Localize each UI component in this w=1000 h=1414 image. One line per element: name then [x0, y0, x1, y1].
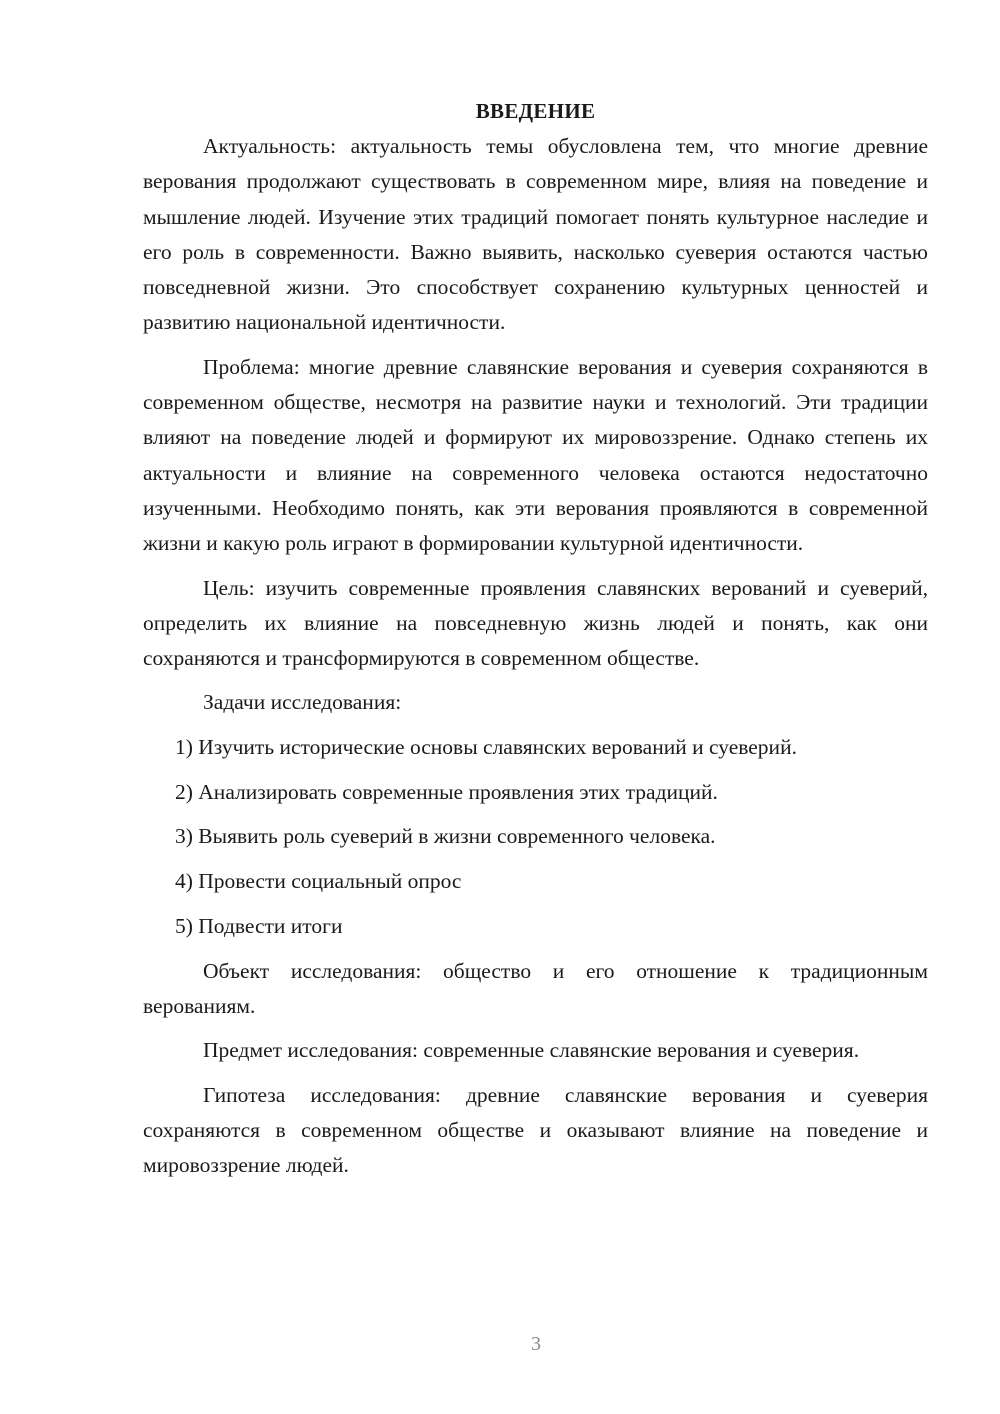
tasks-list — [143, 730, 928, 944]
section-heading: ВВЕДЕНИЕ — [475, 99, 596, 123]
task-item: 3) Выявить роль суеверий в жизни современного человека. — [175, 824, 716, 849]
object-paragraph: Объект исследования: общество и его отношение к традиционным верованиям. — [143, 958, 928, 1019]
task-item: 2) Анализировать современные проявления этих традиций. — [175, 779, 718, 804]
problem-paragraph: Проблема: многие древние славянские верования и суеверия сохраняются в современном обществе, несмотря на развитие науки и технологий. Эти традиции влияют на поведение людей и формируют их мировоззрение. Однако степень их актуальности и влияние на современного человека остаются недостаточно изученными. Необходимо понять, как эти верования проявляются в современной жизни и какую роль играют в формировании культурной идентичности. — [143, 354, 928, 556]
task-item: 5) Подвести итоги — [175, 913, 343, 938]
subject-paragraph: Предмет исследования: современные славянские верования и суеверия. — [203, 1038, 860, 1063]
tasks-label: Задачи исследования: — [203, 690, 402, 715]
task-item: 1) Изучить исторические основы славянских верований и суеверий. — [175, 734, 797, 759]
task-item: 4) Провести социальный опрос — [175, 869, 462, 894]
relevance-paragraph: Актуальность: актуальность темы обусловлена тем, что многие древние верования продолжают существовать в современном мире, влияя на поведение и мышление людей. Изучение этих традиций помогает понять культурное наследие и его роль в современности. Важно выявить, насколько суеверия остаются частью повседневной жизни. Это способствует сохранению культурных ценностей и развитию национальной идентичности. — [143, 134, 928, 335]
document-page — [143, 94, 928, 1193]
page-number: 3 — [531, 1333, 541, 1355]
hypothesis-paragraph: Гипотеза исследования: древние славянские верования и суеверия сохраняются в современном обществе и оказывают влияние на поведение и мировоззрение людей. — [143, 1082, 928, 1178]
goal-paragraph: Цель: изучить современные проявления славянских верований и суеверий, определить их влияние на повседневную жизнь людей и понять, как они сохраняются и трансформируются в современном обществе. — [143, 575, 928, 671]
